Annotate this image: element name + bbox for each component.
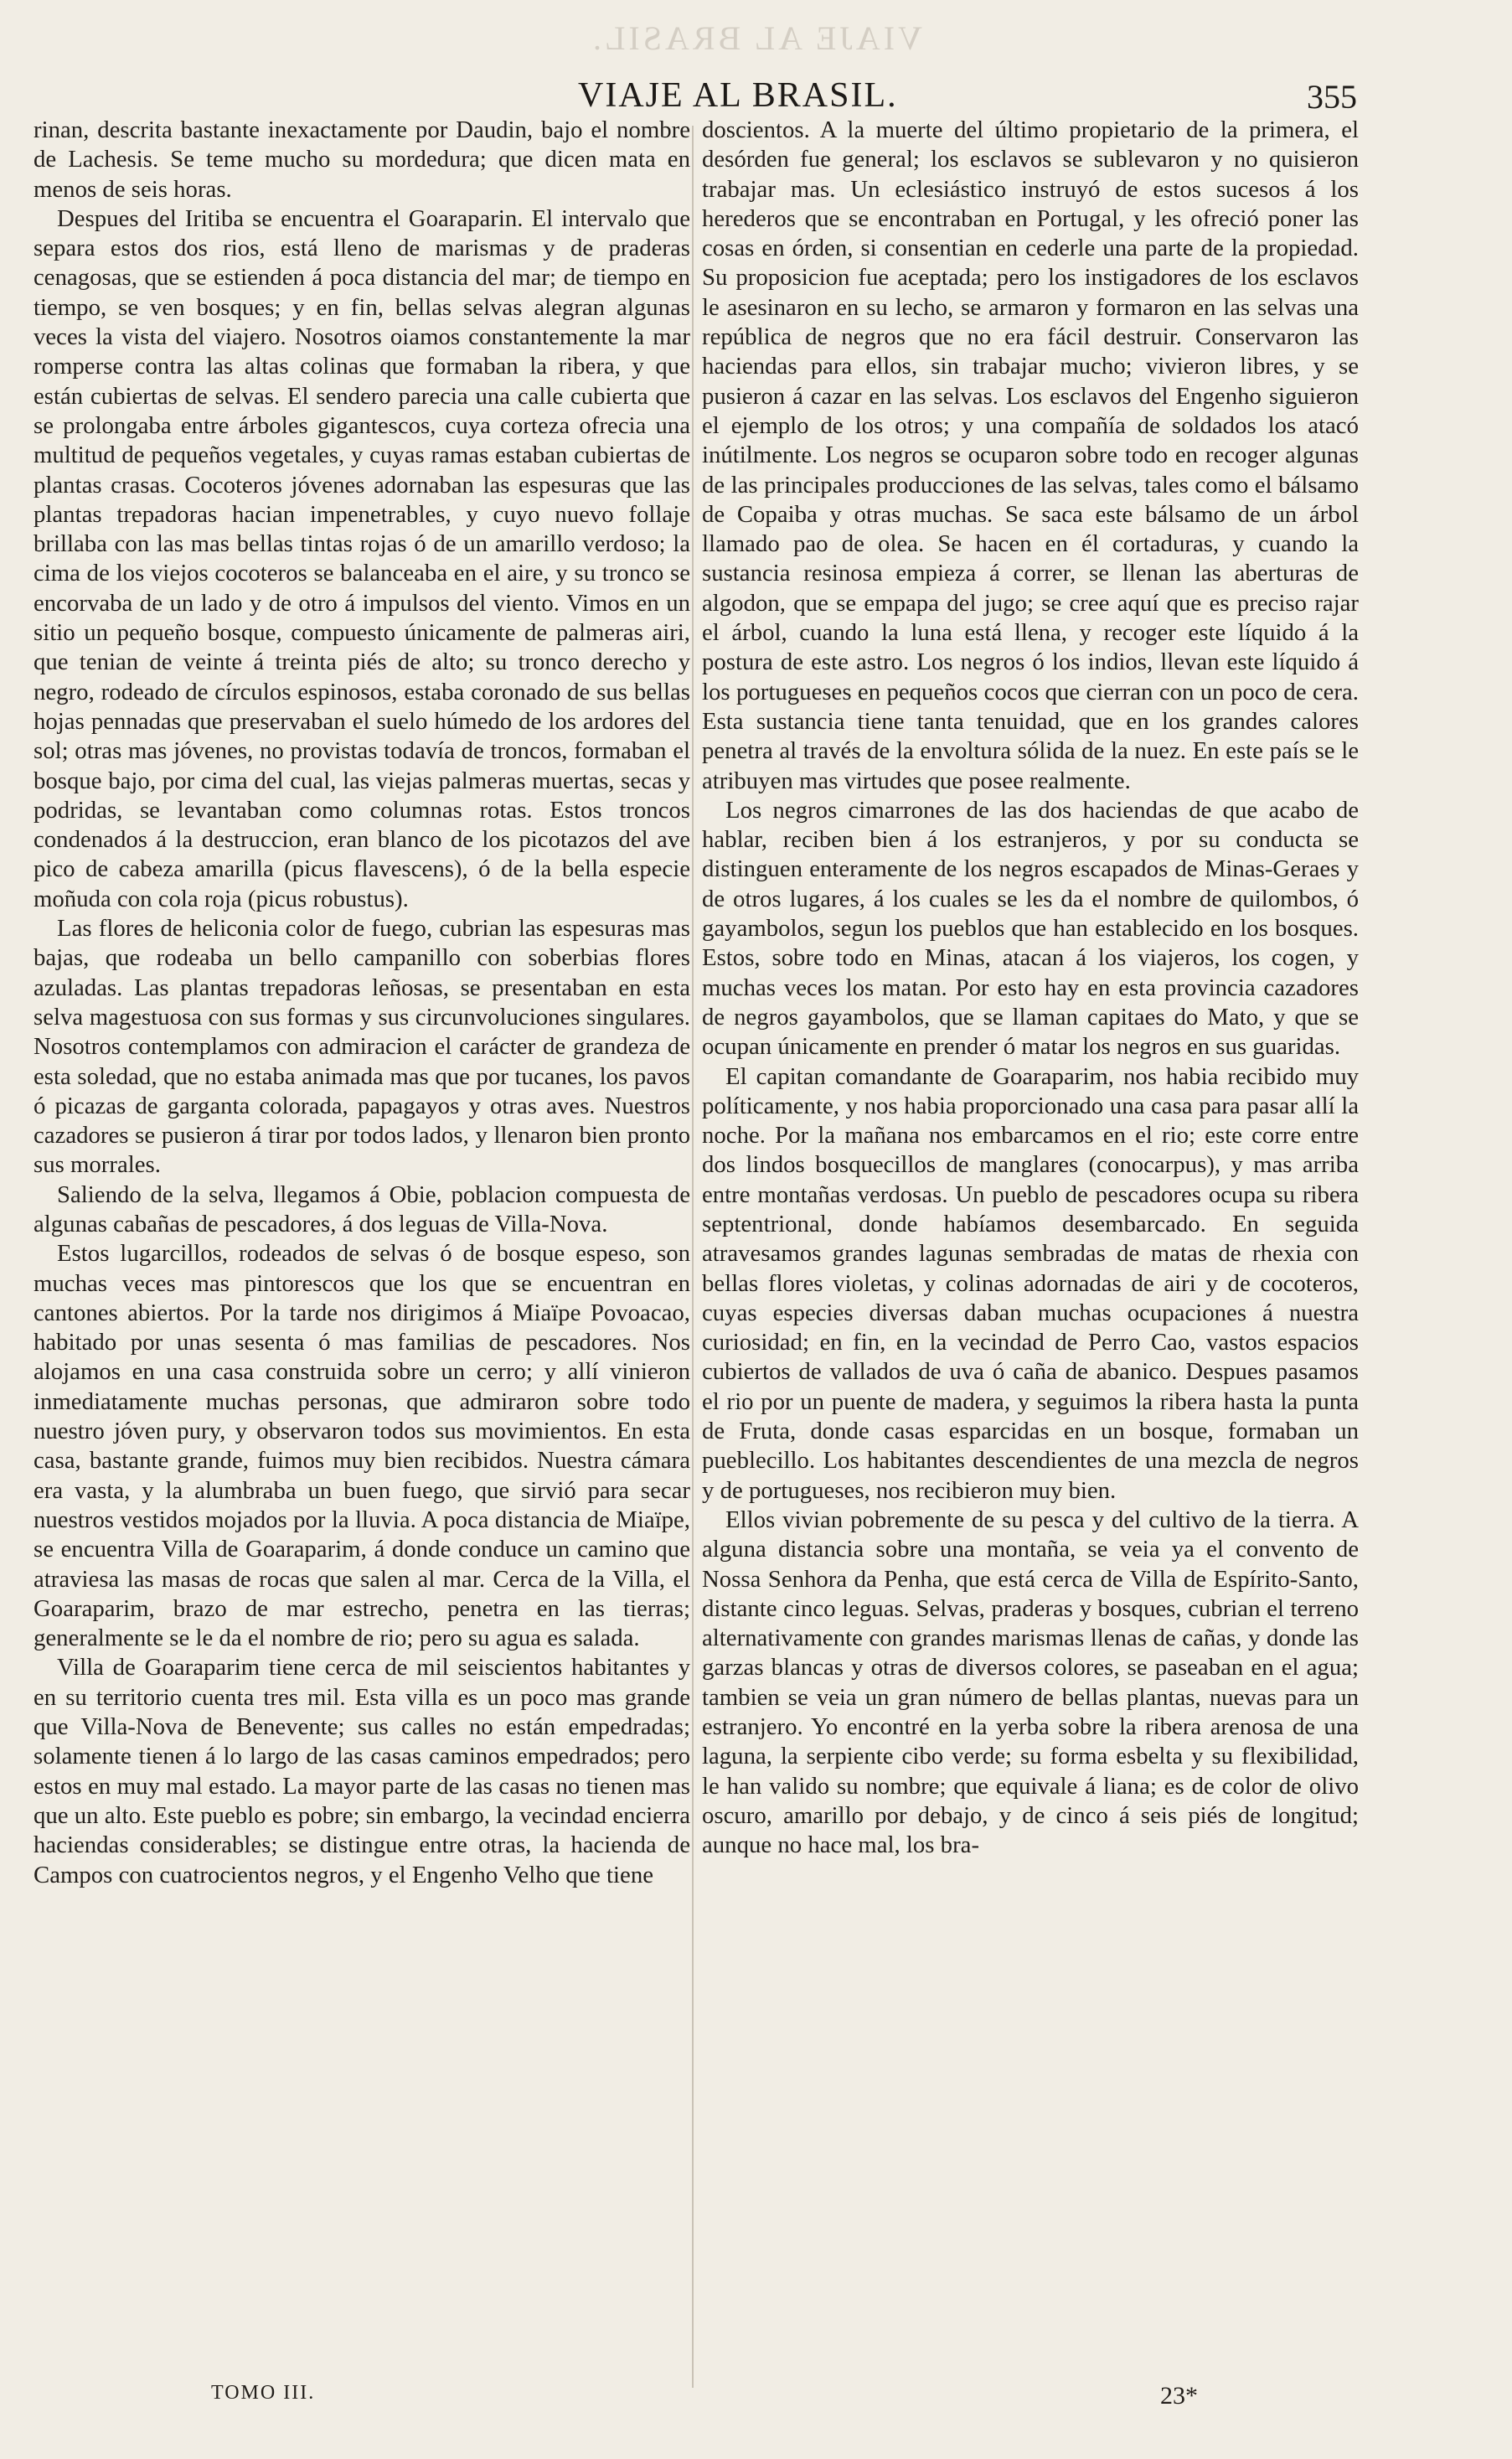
right-column [702, 116, 1359, 1861]
paragraph: Las flores de heliconia color de fuego, cubrian las espesuras mas bajas, que rodeaba un bello campanillo con soberbias flores azuladas. Las plantas trepadoras leñosas, se presentaban en esta selva magestuosa con sus formas y sus circunvoluciones singulares. Nosotros contemplamos con admiracion el carácter de grandeza de esta soledad, que no estaba animada mas que por tucanes, los pavos ó picazas de garganta colorada, papagayos y otras aves. Nuestros cazadores se pusieron á tirar por todos lados, y llenaron bien pronto sus morrales. [34, 915, 690, 1179]
paragraph: Villa de Goaraparim tiene cerca de mil seiscientos habitantes y en su territorio cuenta tres mil. Esta villa es un poco mas grande que Villa-Nova de Benevente; sus calles no están empedradas; solamente tienen á lo largo de las casas caminos empedrados; pero estos en muy mal estado. La mayor parte de las casas no tienen mas que un alto. Este pueblo es pobre; sin embargo, la vecindad encierra haciendas considerables; se distingue entre otras, la hacienda de Campos con cuatrocientos negros, y el Engenho Velho que tiene [34, 1654, 690, 1888]
page-number: 355 [1307, 78, 1357, 116]
left-column [34, 116, 690, 1890]
paragraph: El capitan comandante de Goaraparim, nos habia recibido muy políticamente, y nos habia proporcionado una casa para pasar allí la noche. Por la mañana nos embarcamos en el rio; este corre entre dos lindos bosquecillos de manglares (conocarpus), y mas arriba entre montañas verdosas. Un pueblo de pescadores ocupa su ribera septentrional, donde habíamos desembarcado. En seguida atravesamos grandes lagunas sembradas de matas de rhexia con bellas flores violetas, y colinas adornadas de airi y de cocoteros, cuyas especies diversas daban muchas ocupaciones á nuestra curiosidad; en fin, en la vecindad de Perro Cao, vastos espacios cubiertos de vallados de uva ó caña de abanico. Despues pasamos el rio por un puente de madera, y seguimos la ribera hasta la punta de Fruta, donde casas esparcidas en un bosque, formaban un pueblecillo. Los habitantes descendientes de una mezcla de negros y de portugueses, nos recibieron muy bien. [702, 1062, 1359, 1504]
signature-mark: 23* [1160, 2382, 1198, 2410]
column-divider [692, 126, 694, 2388]
paragraph: rinan, descrita bastante inexactamente por Daudin, bajo el nombre de Lachesis. Se teme mucho su mordedura; que dicen mata en menos de seis horas. [34, 116, 690, 203]
paragraph: Ellos vivian pobremente de su pesca y del cultivo de la tierra. A alguna distancia sobre una montaña, se veia ya el convento de Nossa Senhora da Penha, que está cerca de Villa de Espírito-Santo, distante cinco leguas. Selvas, praderas y bosques, cubrian el terreno alternativamente con grandes marismas llenas de cañas, y donde las garzas blancas y otras de diversos colores, se paseaban en el agua; tambien se veia un gran número de bellas plantas, nuevas para un estranjero. Yo encontré en la yerba sobre la ribera arenosa de una laguna, la serpiente cibo verde; su forma esbelta y su flexibilidad, le han valido su nombre; que equivale á liana; es de color de olivo oscuro, amarillo por debajo, y de cinco á seis piés de longitud; aunque no hace mal, los bra- [702, 1506, 1359, 1859]
bleed-through-text: VIAJE AL BRASIL. [590, 19, 922, 57]
volume-mark: TOMO III. [211, 2382, 316, 2404]
paragraph: Despues del Iritiba se encuentra el Goaraparin. El intervalo que separa estos dos rios, está lleno de marismas y de praderas cenagosas, que se estienden á poca distancia del mar; de tiempo en tiempo, se ven bosques; y en fin, bellas selvas alegran algunas veces la vista del viajero. Nosotros oiamos constantemente la mar romperse contra las altas colinas que formaban la ribera, y que están cubiertas de selvas. El sendero parecia una calle cubierta que se prolongaba entre árboles gigantescos, cuya corteza ofrecia una multitud de pequeños vegetales, y cuyas ramas estaban cubiertas de plantas crasas. Cocoteros jóvenes adornaban las espesuras que las plantas trepadoras hacian impenetrables, y cuyo nuevo follaje brillaba con las mas bellas tintas rojas ó de un amarillo verdoso; la cima de los viejos cocoteros se balanceaba en el aire, y su tronco se encorvaba de un lado y de otro á impulsos del viento. Vimos en un sitio un pequeño bosque, compuesto únicamente de palmeras airi, que tenian de veinte á treinta piés de alto; su tronco derecho y negro, rodeado de círculos espinosos, estaba coronado de sus bellas hojas pennadas que preservaban el suelo húmedo de los ardores del sol; otras mas jóvenes, no provistas todavía de troncos, formaban el bosque bajo, por cima del cual, las viejas palmeras muertas, secas y podridas, se levantaban como columnas rotas. Estos troncos condenados á la destruccion, eran blanco de los picotazos del ave pico de cabeza amarilla (picus flavescens), ó de la bella especie moñuda con cola roja (picus robustus). [34, 204, 690, 912]
paragraph: Los negros cimarrones de las dos haciendas de que acabo de hablar, reciben bien á los estranjeros, y por su conducta se distinguen enteramente de los negros escapados de Minas-Geraes y de otros lugares, á los cuales se les da el nombre de quilombos, ó gayambolos, segun los pueblos que han establecido en los bosques. Estos, sobre todo en Minas, atacan á los viajeros, los cogen, y muchas veces los matan. Por esto hay en esta provincia cazadores de negros gayambolos, que se llaman capitaes do Mato, y que se ocupan únicamente en prender ó matar los negros en sus guaridas. [702, 796, 1359, 1061]
paragraph: Estos lugarcillos, rodeados de selvas ó de bosque espeso, son muchas veces mas pintorescos que los que se encuentran en cantones abiertos. Por la tarde nos dirigimos á Miaïpe Povoacao, habitado por unas sesenta ó mas familias de pescadores. Nos alojamos en una casa construida sobre un cerro; y allí vinieron inmediatamente muchas personas, que admiraron sobre todo nuestro jóven pury, y observaron todos sus movimientos. En esta casa, bastante grande, fuimos muy bien recibidos. Nuestra cámara era vasta, y la alumbraba un buen fuego, que sirvió para secar nuestros vestidos mojados por la lluvia. A poca distancia de Miaïpe, se encuentra Villa de Goaraparim, á donde conduce un camino que atraviesa las masas de rocas que salen al mar. Cerca de la Villa, el Goaraparim, brazo de mar estrecho, penetra en las tierras; generalmente se le da el nombre de rio; pero su agua es salada. [34, 1240, 690, 1652]
paragraph: doscientos. A la muerte del último propietario de la primera, el desórden fue general; los esclavos se sublevaron y no quisieron trabajar mas. Un eclesiástico instruyó de estos sucesos á los herederos que se encontraban en Portugal, y les ofreció poner las cosas en órden, si consentian en cederle una parte de la propiedad. Su proposicion fue aceptada; pero los instigadores de los esclavos le asesinaron en su lecho, se armaron y formaron en las selvas una república de negros que no era fácil destruir. Conservaron las haciendas para ellos, sin trabajar mucho; vivieron libres, y se pusieron á cazar en las selvas. Los esclavos del Engenho siguieron el ejemplo de los otros; y una compañía de soldados los atacó inútilmente. Los negros se ocuparon sobre todo en recoger algunas de las principales producciones de las selvas, tales como el bálsamo de Copaiba y otras muchas. Se saca este bálsamo de un árbol llamado pao de olea. Se hacen en él cortaduras, y cuando la sustancia resinosa empieza á correr, se llenan las aberturas de algodon, que se empapa del jugo; se cree aquí que es preciso rajar el árbol, cuando la luna está llena, y recoger este líquido á la postura de este astro. Los negros ó los indios, llevan este líquido á los portugueses en pequeños cocos que cierran con un poco de cera. Esta sustancia tiene tanta tenuidad, que en los grandes calores penetra al través de la envoltura sólida de la nuez. En este país se le atribuyen mas virtudes que posee realmente. [702, 116, 1359, 794]
paragraph: Saliendo de la selva, llegamos á Obie, poblacion compuesta de algunas cabañas de pescadores, á dos leguas de Villa-Nova. [34, 1180, 690, 1237]
running-title: VIAJE AL BRASIL. [578, 76, 898, 115]
